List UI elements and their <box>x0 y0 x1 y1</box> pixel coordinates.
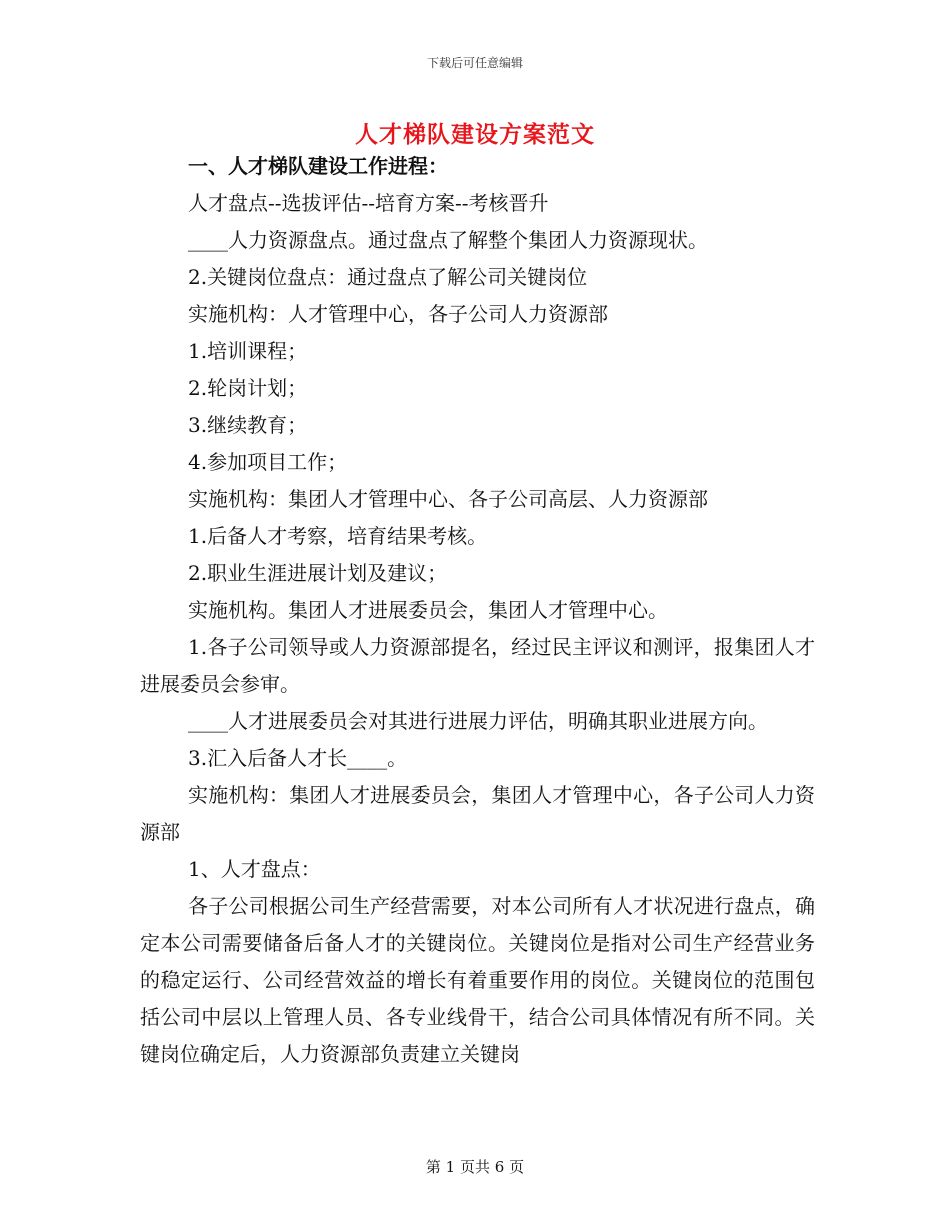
paragraph: 2.职业生涯进展计划及建议； <box>188 561 448 585</box>
header-note: 下载后可任意编辑 <box>426 56 523 70</box>
paragraph: 实施机构：集团人才进展委员会，集团人才管理中心，各子公司人力资源部 <box>140 783 815 844</box>
paragraph: 实施机构：集团人才管理中心、各子公司高层、人力资源部 <box>188 487 708 511</box>
document-title: 人才梯队建设方案范文 <box>355 121 595 148</box>
paragraph: 3.汇入后备人才长____。 <box>188 746 408 770</box>
paragraph: 各子公司根据公司生产经营需要，对本公司所有人才状况进行盘点，确定本公司需要储备后备人才的关键岗位。关键岗位是指对公司生产经营业务的稳定运行、公司经营效益的增长有着重要作用的岗位。关键岗位的范围包括公司中层以上管理人员、各专业线骨干，结合公司具体情况有所不同。关键岗位确定后，人力资源部负责建立关键岗 <box>140 894 815 1066</box>
paragraph: 1、人才盘点： <box>188 857 321 881</box>
paragraph: 1.后备人才考察，培育结果考核。 <box>188 524 488 548</box>
paragraph: 实施机构：人才管理中心，各子公司人力资源部 <box>188 302 608 326</box>
paragraph: 1.各子公司领导或人力资源部提名，经过民主评议和测评，报集团人才进展委员会参审。 <box>140 635 815 696</box>
page-number: 第 1 页共 6 页 <box>425 1158 525 1176</box>
paragraph: 实施机构。集团人才进展委员会，集团人才管理中心。 <box>188 598 668 622</box>
paragraph: 2.轮岗计划； <box>188 376 308 400</box>
paragraph: ____人力资源盘点。通过盘点了解整个集团人力资源现状。 <box>188 228 708 252</box>
document-body <box>140 148 815 1073</box>
paragraph: 人才盘点--选拔评估--培育方案--考核晋升 <box>188 191 549 215</box>
paragraph: ____人才进展委员会对其进行进展力评估，明确其职业进展方向。 <box>188 709 768 733</box>
paragraph: 1.培训课程； <box>188 339 308 363</box>
paragraph: 3.继续教育； <box>188 413 308 437</box>
paragraph: 4.参加项目工作； <box>188 450 348 474</box>
paragraph: 2.关键岗位盘点：通过盘点了解公司关键岗位 <box>188 265 588 289</box>
section-heading: 一、人才梯队建设工作进程： <box>188 154 448 178</box>
